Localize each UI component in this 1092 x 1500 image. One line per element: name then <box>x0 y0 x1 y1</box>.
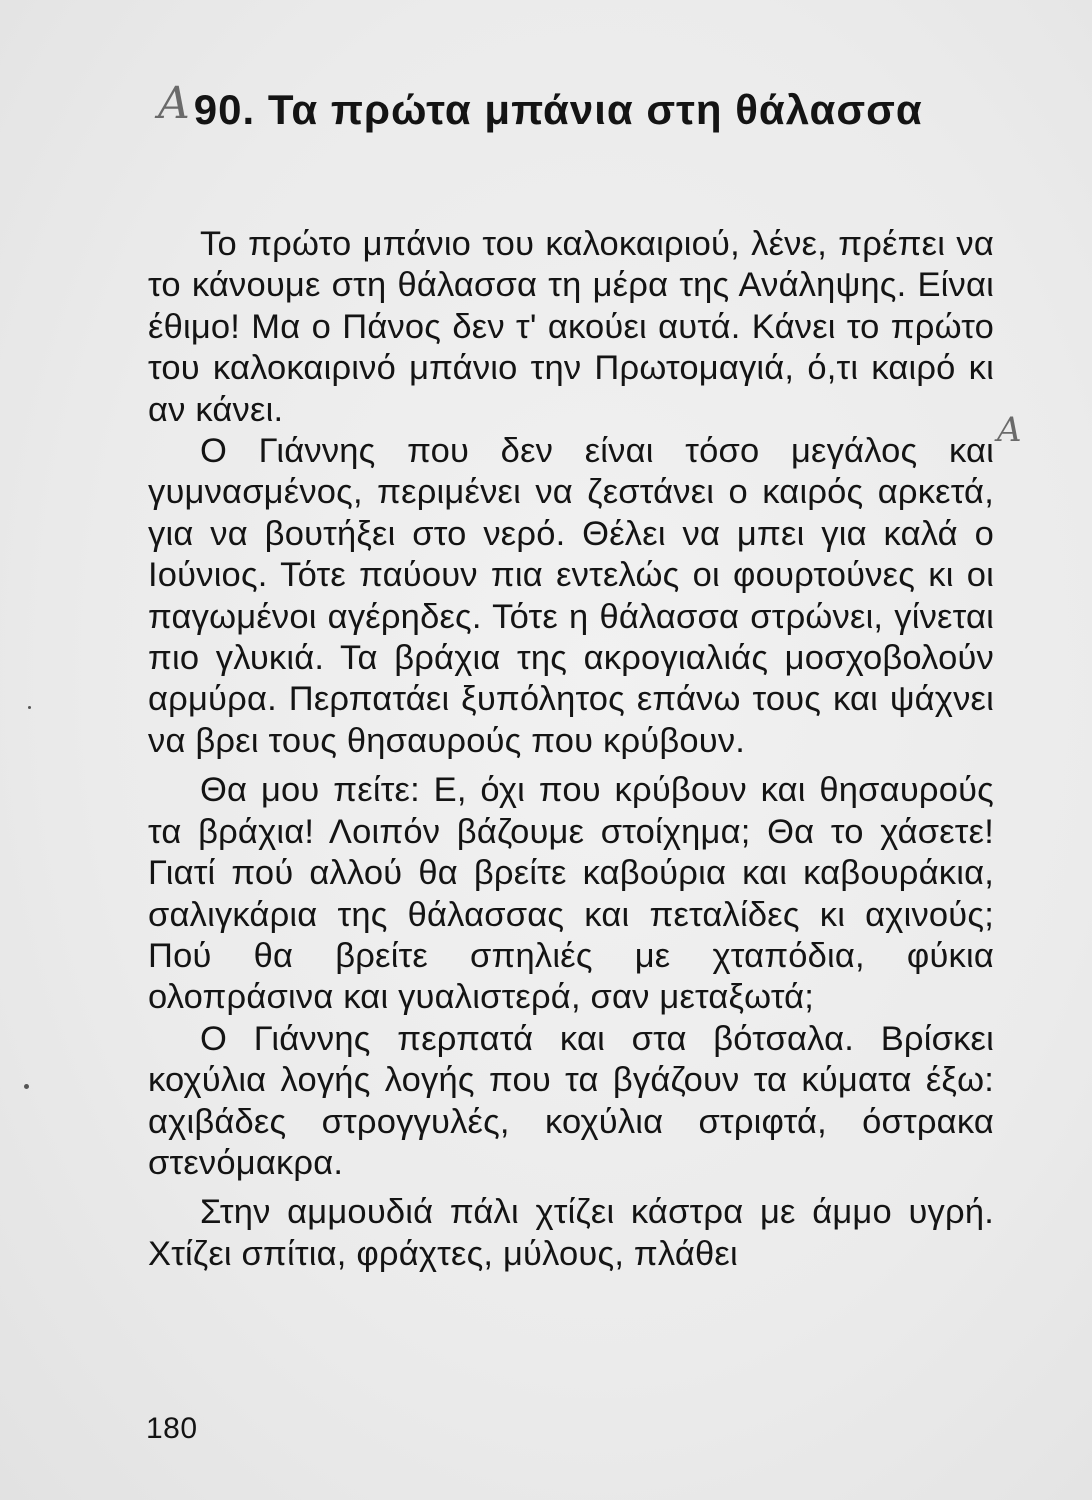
paper-speck <box>28 706 31 709</box>
paragraph-5: Στην αμμουδιά πάλι χτίζει κάστρα με άμμο υγρή. Χτίζει σπίτια, φράχτες, μύλους, πλάθει <box>148 1193 994 1273</box>
paragraph-1: Το πρώτο μπάνιο του καλοκαιριού, λένε, πρέπει να το κάνουμε στη θάλασσα τη μέρα της Ανάληψης. Είναι έθιμο! Μα ο Πάνος δεν τ' ακούει αυτά. Κάνει το πρώτο του καλοκαιρινό μπάνιο την Πρωτομαγιά, ό,τι καιρό κι αν κάνει. <box>148 225 994 429</box>
handwritten-margin-mark-inline: A <box>997 410 1022 450</box>
page-number: 180 <box>146 1412 198 1445</box>
chapter-body <box>148 224 994 1275</box>
chapter-title: 90. Τα πρώτα μπάνια στη θάλασσα <box>193 86 923 133</box>
handwritten-margin-mark: A <box>158 78 190 129</box>
paragraph-2: Ο Γιάννης που δεν είναι τόσο μεγάλος και γυμνασμένος, περιμένει να ζεστάνει ο καιρός αρκετά, για να βουτήξει στο νερό. Θέλει να μπει για καλά ο Ιούνιος. Τότε παύουν πια εντελώς οι φουρτούνες κι οι παγωμένοι αγέρηδες. Τότε η θάλασσα στρώνει, γίνεται πιο γλυκιά. Τα βράχια της ακρογιαλιάς μοσχοβολούν αρμύρα. Περπατάει ξυπόλητος επάνω τους και ψάχνει να βρει τους θησαυρούς που κρύβουν. <box>148 432 994 760</box>
paragraph-3: Θα μου πείτε: Ε, όχι που κρύβουν και θησαυρούς τα βράχια! Λοιπόν βάζουμε στοίχημα; Θα το χάσετε! Γιατί πού αλλού θα βρείτε καβούρια και καβουράκια, σαλιγκάρια της θάλασσας και πεταλίδες κι αχινούς; Πού θα βρείτε σπηλιές με χταπόδια, φύκια ολοπράσινα και γυαλιστερά, σαν μεταξωτά; <box>148 771 994 1017</box>
paragraph-4: Ο Γιάννης περπατά και στα βότσαλα. Βρίσκει κοχύλια λογής λογής που τα βγάζουν τα κύματα έξω: αχιβάδες στρογγυλές, κοχύλια στριφτά, όστρακα στενόμακρα. <box>148 1019 994 1182</box>
chapter-heading <box>158 80 923 140</box>
paper-speck <box>24 1084 29 1089</box>
